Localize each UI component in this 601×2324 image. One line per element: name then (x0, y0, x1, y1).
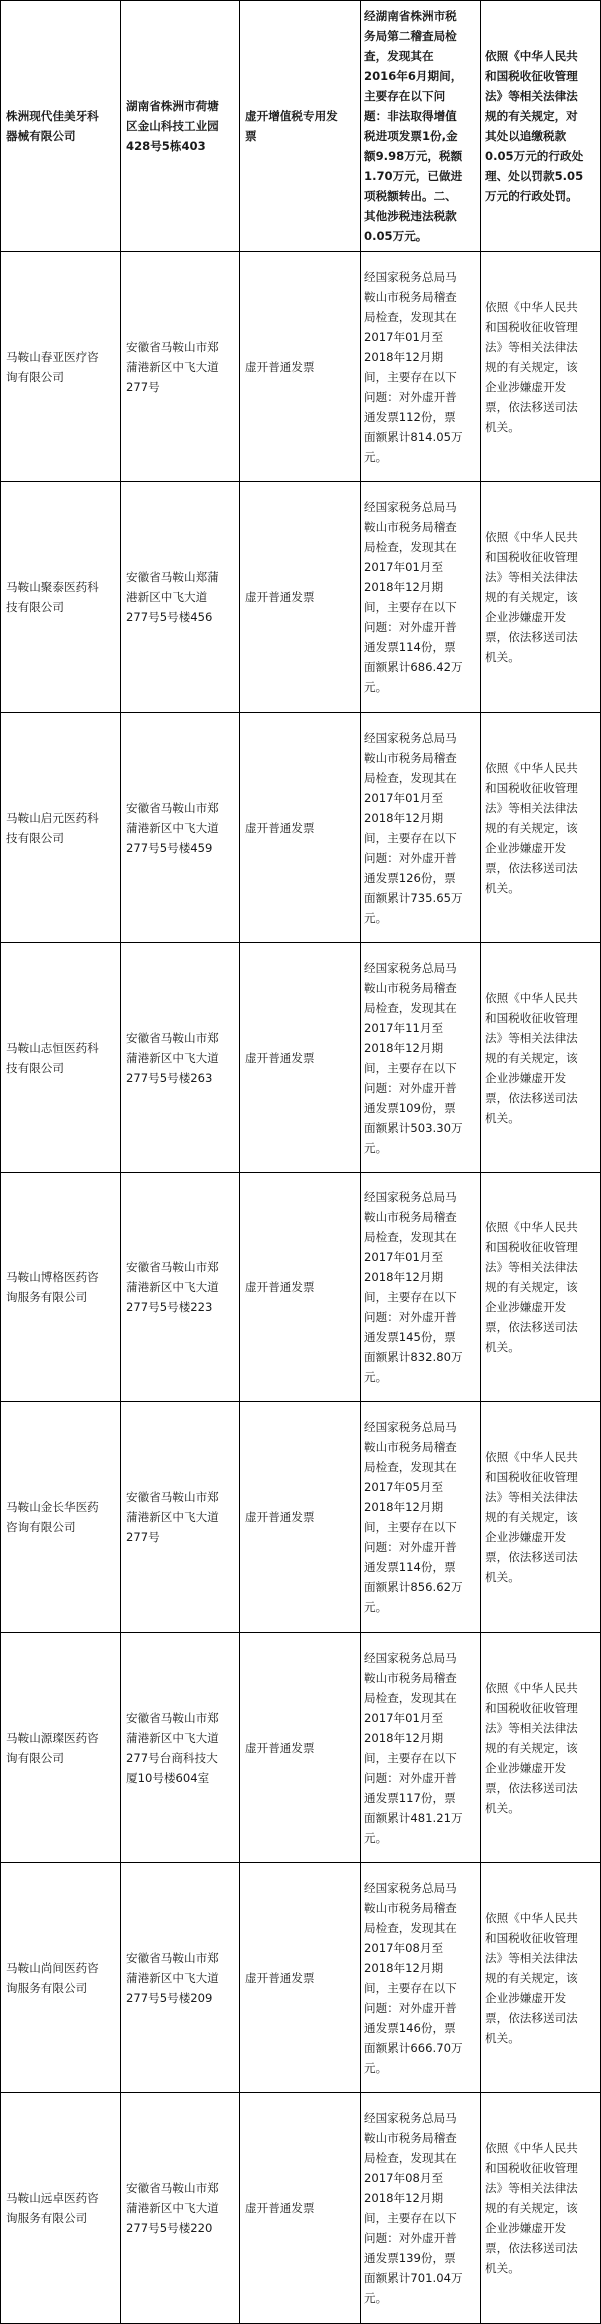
company-cell (0, 1862, 121, 2093)
case-type-cell (239, 1862, 361, 2093)
company-cell-text: 马鞍山远卓医药咨 询服务有限公司 (6, 2191, 99, 2225)
case-type-cell (239, 481, 361, 713)
penalty-cell-text: 依照《中华人民共 和国税收征收管理 法》等相关法律法 规的有关规定，对 其处以追缴税款 0.05万元的行政处 理、处以罚款5.05 万元的行政处罚。 (485, 49, 584, 203)
company-cell (0, 0, 121, 252)
penalty-cell-text: 依照《中华人民共 和国税收征收管理 法》等相关法律法 规的有关规定，该 企业涉嫌虚开发 票，依法移送司法 机关。 (485, 299, 578, 434)
case-type-cell (239, 1632, 361, 1863)
address-cell-text: 安徽省马鞍山市郑 蒲港新区中飞大道 277号5号楼209 (126, 1950, 219, 2005)
penalty-cell-text: 依照《中华人民共 和国税收征收管理 法》等相关法律法 规的有关规定，该 企业涉嫌虚开发 票，依法移送司法 机关。 (485, 530, 578, 664)
address-cell-text: 安徽省马鞍山市郑 蒲港新区中飞大道 277号5号楼263 (126, 1030, 219, 1085)
table-row (0, 1632, 601, 1863)
penalty-cell-text: 依照《中华人民共 和国税收征收管理 法》等相关法律法 规的有关规定，该 企业涉嫌虚开发 票，依法移送司法 机关。 (485, 760, 578, 895)
penalty-cell-text: 依照《中华人民共 和国税收征收管理 法》等相关法律法 规的有关规定，该 企业涉嫌虚开发 票，依法移送司法 机关。 (485, 1910, 578, 2045)
penalty-cell (480, 2092, 601, 2324)
details-cell (360, 712, 481, 943)
company-cell (0, 712, 121, 943)
company-cell-text: 马鞍山志恒医药科 技有限公司 (6, 1040, 99, 1075)
details-cell (360, 2092, 481, 2324)
address-cell-text: 湖南省株洲市荷塘 区金山科技工业园 428号5栋403 (126, 99, 219, 153)
case-type-cell-text: 虚开普通发票 (245, 2201, 315, 2215)
address-cell-text: 安徽省马鞍山市郑 蒲港新区中飞大道 277号5号楼223 (126, 1260, 219, 1314)
penalty-cell-text: 依照《中华人民共 和国税收征收管理 法》等相关法律法 规的有关规定，该 企业涉嫌虚开发 票，依法移送司法 机关。 (485, 2141, 578, 2275)
company-cell-text: 马鞍山聚泰医药科 技有限公司 (6, 580, 99, 614)
details-cell (360, 1172, 481, 1402)
address-cell-text: 安徽省马鞍山市郑 蒲港新区中飞大道 277号5号楼220 (126, 2181, 219, 2235)
company-cell (0, 1172, 121, 1402)
table-row (0, 251, 601, 482)
case-type-cell (239, 251, 361, 482)
company-cell-text: 马鞍山金长华医药 咨询有限公司 (6, 1500, 99, 1534)
company-cell-text: 马鞍山源璨医药咨 询有限公司 (6, 1730, 99, 1765)
details-cell (360, 1401, 481, 1633)
address-cell-text: 安徽省马鞍山市郑 蒲港新区中飞大道 277号台商科技大 厦10号楼604室 (126, 1710, 219, 1785)
company-cell-text: 株洲现代佳美牙科 器械有限公司 (6, 109, 99, 143)
table-row (0, 481, 601, 713)
address-cell (120, 1172, 240, 1402)
penalty-cell (480, 0, 601, 252)
penalty-cell-text: 依照《中华人民共 和国税收征收管理 法》等相关法律法 规的有关规定，该 企业涉嫌虚开发 票，依法移送司法 机关。 (485, 1220, 578, 1354)
case-type-cell-text: 虚开普通发票 (245, 359, 315, 374)
address-cell (120, 1862, 240, 2093)
company-cell (0, 1401, 121, 1633)
penalty-cell (480, 1172, 601, 1402)
case-type-cell (239, 1172, 361, 1402)
case-type-cell-text: 虚开普通发票 (245, 1740, 315, 1755)
details-cell-text: 经国家税务总局马 鞍山市税务局稽查 局检查，发现其在 2017年05月至 2018年12月期 间，主要存在以下 问题：对外虚开普 通发票114份，票 面额累计856.62万 元。 (364, 1420, 463, 1614)
details-cell-text: 经国家税务总局马 鞍山市税务局稽查 局检查，发现其在 2017年01月至 2018年12月期 间，主要存在以下 问题：对外虚开普 通发票126份，票 面额累计735.65万 元。 (364, 730, 463, 925)
penalty-cell (480, 942, 601, 1173)
details-cell (360, 0, 481, 252)
company-cell (0, 481, 121, 713)
penalty-cell (480, 1401, 601, 1633)
address-cell (120, 1632, 240, 1863)
address-cell (120, 2092, 240, 2324)
case-type-cell (239, 0, 361, 252)
penalty-cell (480, 251, 601, 482)
penalty-cell (480, 1862, 601, 2093)
table-row (0, 1172, 601, 1402)
case-type-cell (239, 1401, 361, 1633)
address-cell (120, 481, 240, 713)
address-cell (120, 0, 240, 252)
case-type-cell-text: 虚开普通发票 (245, 1510, 315, 1524)
case-type-cell-text: 虚开普通发票 (245, 1280, 315, 1294)
company-cell-text: 马鞍山春亚医疗咨 询有限公司 (6, 349, 99, 384)
table-row (0, 0, 601, 252)
details-cell-text: 经国家税务总局马 鞍山市税务局稽查 局检查，发现其在 2017年08月至 2018年12月期 间，主要存在以下 问题：对外虚开普 通发票146份，票 面额累计666.70万 元。 (364, 1880, 463, 2075)
case-type-cell (239, 942, 361, 1173)
details-cell-text: 经国家税务总局马 鞍山市税务局稽查 局检查，发现其在 2017年01月至 2018年12月期 间，主要存在以下 问题：对外虚开普 通发票114份，票 面额累计686.42万 元。 (364, 500, 463, 694)
details-cell (360, 1632, 481, 1863)
company-cell (0, 942, 121, 1173)
table-row (0, 1862, 601, 2093)
company-cell (0, 251, 121, 482)
penalty-cell (480, 712, 601, 943)
address-cell (120, 942, 240, 1173)
details-cell-text: 经国家税务总局马 鞍山市税务局稽查 局检查，发现其在 2017年01月至 2018年12月期 间，主要存在以下 问题：对外虚开普 通发票112份，票 面额累计814.05万 元。 (364, 269, 463, 464)
case-type-cell-text: 虚开普通发票 (245, 1050, 315, 1065)
case-type-cell (239, 2092, 361, 2324)
case-type-cell (239, 712, 361, 943)
details-cell-text: 经国家税务总局马 鞍山市税务局稽查 局检查，发现其在 2017年11月至 2018年12月期 间，主要存在以下 问题：对外虚开普 通发票109份，票 面额累计503.30万 元。 (364, 960, 463, 1155)
table-row (0, 942, 601, 1173)
company-cell (0, 2092, 121, 2324)
address-cell-text: 安徽省马鞍山郑蒲 港新区中飞大道 277号5号楼456 (126, 570, 219, 624)
details-cell (360, 942, 481, 1173)
address-cell-text: 安徽省马鞍山市郑 蒲港新区中飞大道 277号 (126, 339, 219, 394)
address-cell-text: 安徽省马鞍山市郑 蒲港新区中飞大道 277号 (126, 1490, 219, 1544)
address-cell (120, 251, 240, 482)
details-cell (360, 481, 481, 713)
details-cell-text: 经国家税务总局马 鞍山市税务局稽查 局检查，发现其在 2017年01月至 2018年12月期 间，主要存在以下 问题：对外虚开普 通发票117份，票 面额累计481.21万 元。 (364, 1650, 463, 1845)
table-row (0, 712, 601, 943)
case-type-cell-text: 虚开普通发票 (245, 590, 315, 604)
details-cell-text: 经湖南省株洲市税 务局第二稽查局检 查，发现其在 2016年6月期间， 主要存在以下问 题：非法取得增值 税进项发票1份,金 额9.98万元，税额 1.70万元，已做进 项税额转出。二、 其他涉税违法税款 0.05万元。 (364, 9, 463, 243)
details-cell (360, 251, 481, 482)
case-type-cell-text: 虚开增值税专用发 票 (245, 109, 338, 143)
company-cell-text: 马鞍山启元医药科 技有限公司 (6, 810, 99, 845)
table-row (0, 2092, 601, 2324)
penalty-cell-text: 依照《中华人民共 和国税收征收管理 法》等相关法律法 规的有关规定，该 企业涉嫌虚开发 票，依法移送司法 机关。 (485, 1680, 578, 1815)
case-type-cell-text: 虚开普通发票 (245, 820, 315, 835)
penalty-cell (480, 481, 601, 713)
details-cell (360, 1862, 481, 2093)
table-row (0, 1401, 601, 1633)
company-cell-text: 马鞍山尚间医药咨 询服务有限公司 (6, 1960, 99, 1995)
details-cell-text: 经国家税务总局马 鞍山市税务局稽查 局检查，发现其在 2017年08月至 2018年12月期 间，主要存在以下 问题：对外虚开普 通发票139份，票 面额累计701.04万 元。 (364, 2111, 463, 2305)
penalty-cell-text: 依照《中华人民共 和国税收征收管理 法》等相关法律法 规的有关规定，该 企业涉嫌虚开发 票，依法移送司法 机关。 (485, 1450, 578, 1584)
case-type-cell-text: 虚开普通发票 (245, 1970, 315, 1985)
details-cell-text: 经国家税务总局马 鞍山市税务局稽查 局检查，发现其在 2017年01月至 2018年12月期 间，主要存在以下 问题：对外虚开普 通发票145份，票 面额累计832.80万 元。 (364, 1190, 463, 1384)
penalty-cell-text: 依照《中华人民共 和国税收征收管理 法》等相关法律法 规的有关规定，该 企业涉嫌虚开发 票，依法移送司法 机关。 (485, 990, 578, 1125)
address-cell (120, 1401, 240, 1633)
company-cell-text: 马鞍山博格医药咨 询服务有限公司 (6, 1270, 99, 1304)
penalty-cell (480, 1632, 601, 1863)
address-cell-text: 安徽省马鞍山市郑 蒲港新区中飞大道 277号5号楼459 (126, 800, 219, 855)
address-cell (120, 712, 240, 943)
company-cell (0, 1632, 121, 1863)
